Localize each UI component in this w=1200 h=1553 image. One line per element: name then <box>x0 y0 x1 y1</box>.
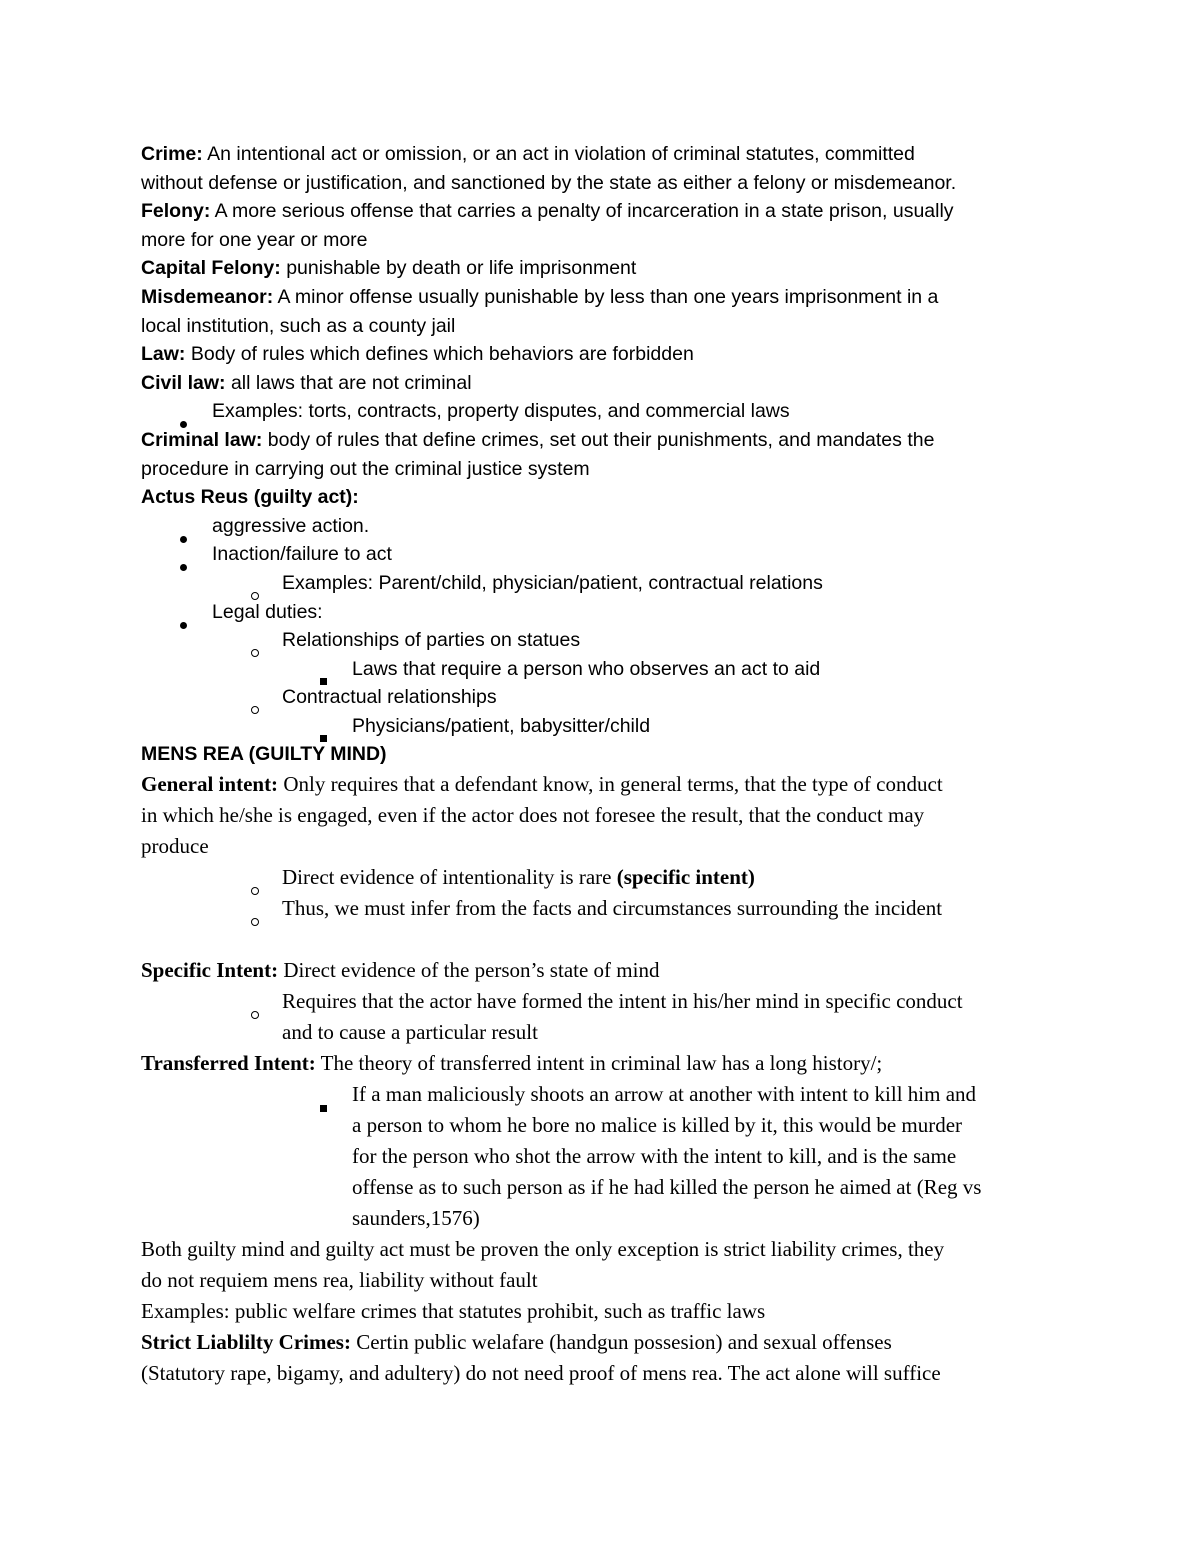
civil-law-definition <box>141 369 1071 398</box>
term-definition: The theory of transferred intent in criminal law has a long history/; <box>315 1051 883 1076</box>
mens-rea-heading <box>141 740 1071 769</box>
term-definition: Body of rules which defines which behaviors are forbidden <box>185 343 694 366</box>
term-label: Strict Liablilty Crimes: <box>141 1330 351 1355</box>
term-definition: An intentional act or omission, or an act in violation of criminal statutes, committed <box>202 143 915 165</box>
strict-liability-definition-cont <box>141 1358 1071 1389</box>
list-item-text: Contractual relationships <box>282 686 497 709</box>
misdemeanor-definition <box>141 283 1071 312</box>
capital-felony-definition <box>141 254 1071 283</box>
list-item-text: Legal duties: <box>212 600 323 623</box>
list-item-text: aggressive action. <box>212 514 370 537</box>
list-item <box>141 397 1071 426</box>
term-label: Misdemeanor: <box>141 285 274 308</box>
list-item <box>141 712 1071 741</box>
section-heading: Actus Reus (guilty act): <box>141 486 359 509</box>
list-item <box>141 1079 1071 1110</box>
list-item-text: Relationships of parties on statues <box>282 629 581 652</box>
term-definition: A minor offense usually punishable by less than one years imprisonment in a <box>273 285 939 308</box>
list-item <box>141 598 1071 627</box>
term-definition: all laws that are not criminal <box>225 371 472 394</box>
list-item <box>141 683 1071 712</box>
general-intent-definition-cont <box>141 831 1071 862</box>
list-item-text: and to cause a particular result <box>282 1020 538 1045</box>
list-item-text: Physicians/patient, babysitter/child <box>352 714 651 737</box>
term-definition: in which he/she is engaged, even if the actor does not foresee the result, that the conduct may <box>141 803 925 828</box>
list-item-text: If a man maliciously shoots an arrow at another with intent to kill him and <box>352 1082 977 1107</box>
list-item-text: Thus, we must infer from the facts and circumstances surrounding the incident <box>282 896 943 921</box>
term-definition: Direct evidence of the person’s state of mind <box>278 958 660 983</box>
paragraph-text: Both guilty mind and guilty act must be proven the only exception is strict liability crimes, they <box>141 1237 945 1262</box>
law-definition <box>141 340 1071 369</box>
list-item <box>141 626 1071 655</box>
specific-intent-definition <box>141 955 1071 986</box>
list-item-text: offense as to such person as if he had killed the person he aimed at (Reg vs <box>352 1175 982 1200</box>
list-item-text: saunders,1576) <box>352 1206 480 1231</box>
document-body <box>141 140 1071 1389</box>
paragraph-text: Examples: public welfare crimes that statutes prohibit, such as traffic laws <box>141 1299 766 1324</box>
term-label: Transferred Intent: <box>141 1051 316 1076</box>
criminal-law-definition <box>141 426 1071 455</box>
misdemeanor-definition-cont <box>141 312 1071 341</box>
list-item <box>141 893 1071 924</box>
term-definition: without defense or justification, and sanctioned by the state as either a felony or misdemeanor. <box>141 171 957 194</box>
general-intent-definition-cont <box>141 800 1071 831</box>
term-label: Crime: <box>141 143 203 165</box>
term-label: Capital Felony: <box>141 257 281 280</box>
term-definition: body of rules that define crimes, set out their punishments, and mandates the <box>262 428 935 451</box>
criminal-law-definition-cont <box>141 455 1071 484</box>
term-definition: (Statutory rape, bigamy, and adultery) do not need proof of mens rea. The act alone will suffice <box>141 1361 941 1386</box>
list-item <box>141 512 1071 541</box>
felony-definition-cont <box>141 226 1071 255</box>
actus-reus-heading <box>141 483 1071 512</box>
section-heading: MENS REA (GUILTY MIND) <box>141 743 387 766</box>
list-item <box>141 986 1071 1017</box>
term-definition: punishable by death or life imprisonment <box>280 257 637 280</box>
list-item-cont <box>141 1141 1071 1172</box>
list-item-text: Requires that the actor have formed the intent in his/her mind in specific conduct <box>282 989 963 1014</box>
general-intent-definition <box>141 769 1071 800</box>
list-item-text: Direct evidence of intentionality is rare <box>282 865 617 890</box>
list-item-text: a person to whom he bore no malice is killed by it, this would be murder <box>352 1113 963 1138</box>
strict-liability-definition <box>141 1327 1071 1358</box>
term-definition: A more serious offense that carries a penalty of incarceration in a state prison, usually <box>210 200 954 223</box>
list-item-text: Laws that require a person who observes an act to aid <box>352 657 821 680</box>
term-label: Felony: <box>141 200 211 223</box>
list-item <box>141 540 1071 569</box>
list-item <box>141 862 1071 893</box>
term-label: Criminal law: <box>141 428 263 451</box>
felony-definition <box>141 197 1071 226</box>
list-item-text: Examples: torts, contracts, property disputes, and commercial laws <box>212 400 790 423</box>
list-item-emphasis: (specific intent) <box>616 865 755 890</box>
list-item-cont <box>141 1172 1071 1203</box>
list-item-cont <box>141 1110 1071 1141</box>
paragraph-line <box>141 1296 1071 1327</box>
term-definition: produce <box>141 834 209 859</box>
term-definition: more for one year or more <box>141 228 368 251</box>
term-definition: local institution, such as a county jail <box>141 314 456 337</box>
term-definition: Certin public welafare (handgun possesion) and sexual offenses <box>350 1330 892 1355</box>
list-item-cont <box>141 1203 1071 1234</box>
paragraph-text: do not requiem mens rea, liability without fault <box>141 1268 538 1293</box>
transferred-intent-definition <box>141 1048 1071 1079</box>
list-item-text: for the person who shot the arrow with the intent to kill, and is the same <box>352 1144 957 1169</box>
paragraph-line <box>141 1234 1071 1265</box>
term-label: Law: <box>141 343 186 366</box>
term-label: General intent: <box>141 772 279 797</box>
term-label: Specific Intent: <box>141 958 279 983</box>
list-item <box>141 569 1071 598</box>
term-label: Civil law: <box>141 371 226 394</box>
blank-line <box>141 924 1071 955</box>
list-item <box>141 655 1071 684</box>
term-definition: procedure in carrying out the criminal justice system <box>141 457 590 480</box>
term-definition: Only requires that a defendant know, in general terms, that the type of conduct <box>278 772 943 797</box>
list-item-text: Examples: Parent/child, physician/patient, contractual relations <box>282 571 823 594</box>
paragraph-line <box>141 1265 1071 1296</box>
bullet-circle-icon <box>251 904 259 935</box>
list-item-text: Inaction/failure to act <box>212 543 392 566</box>
crime-definition <box>141 140 1071 169</box>
crime-definition-cont <box>141 169 1071 198</box>
list-item-cont <box>141 1017 1071 1048</box>
